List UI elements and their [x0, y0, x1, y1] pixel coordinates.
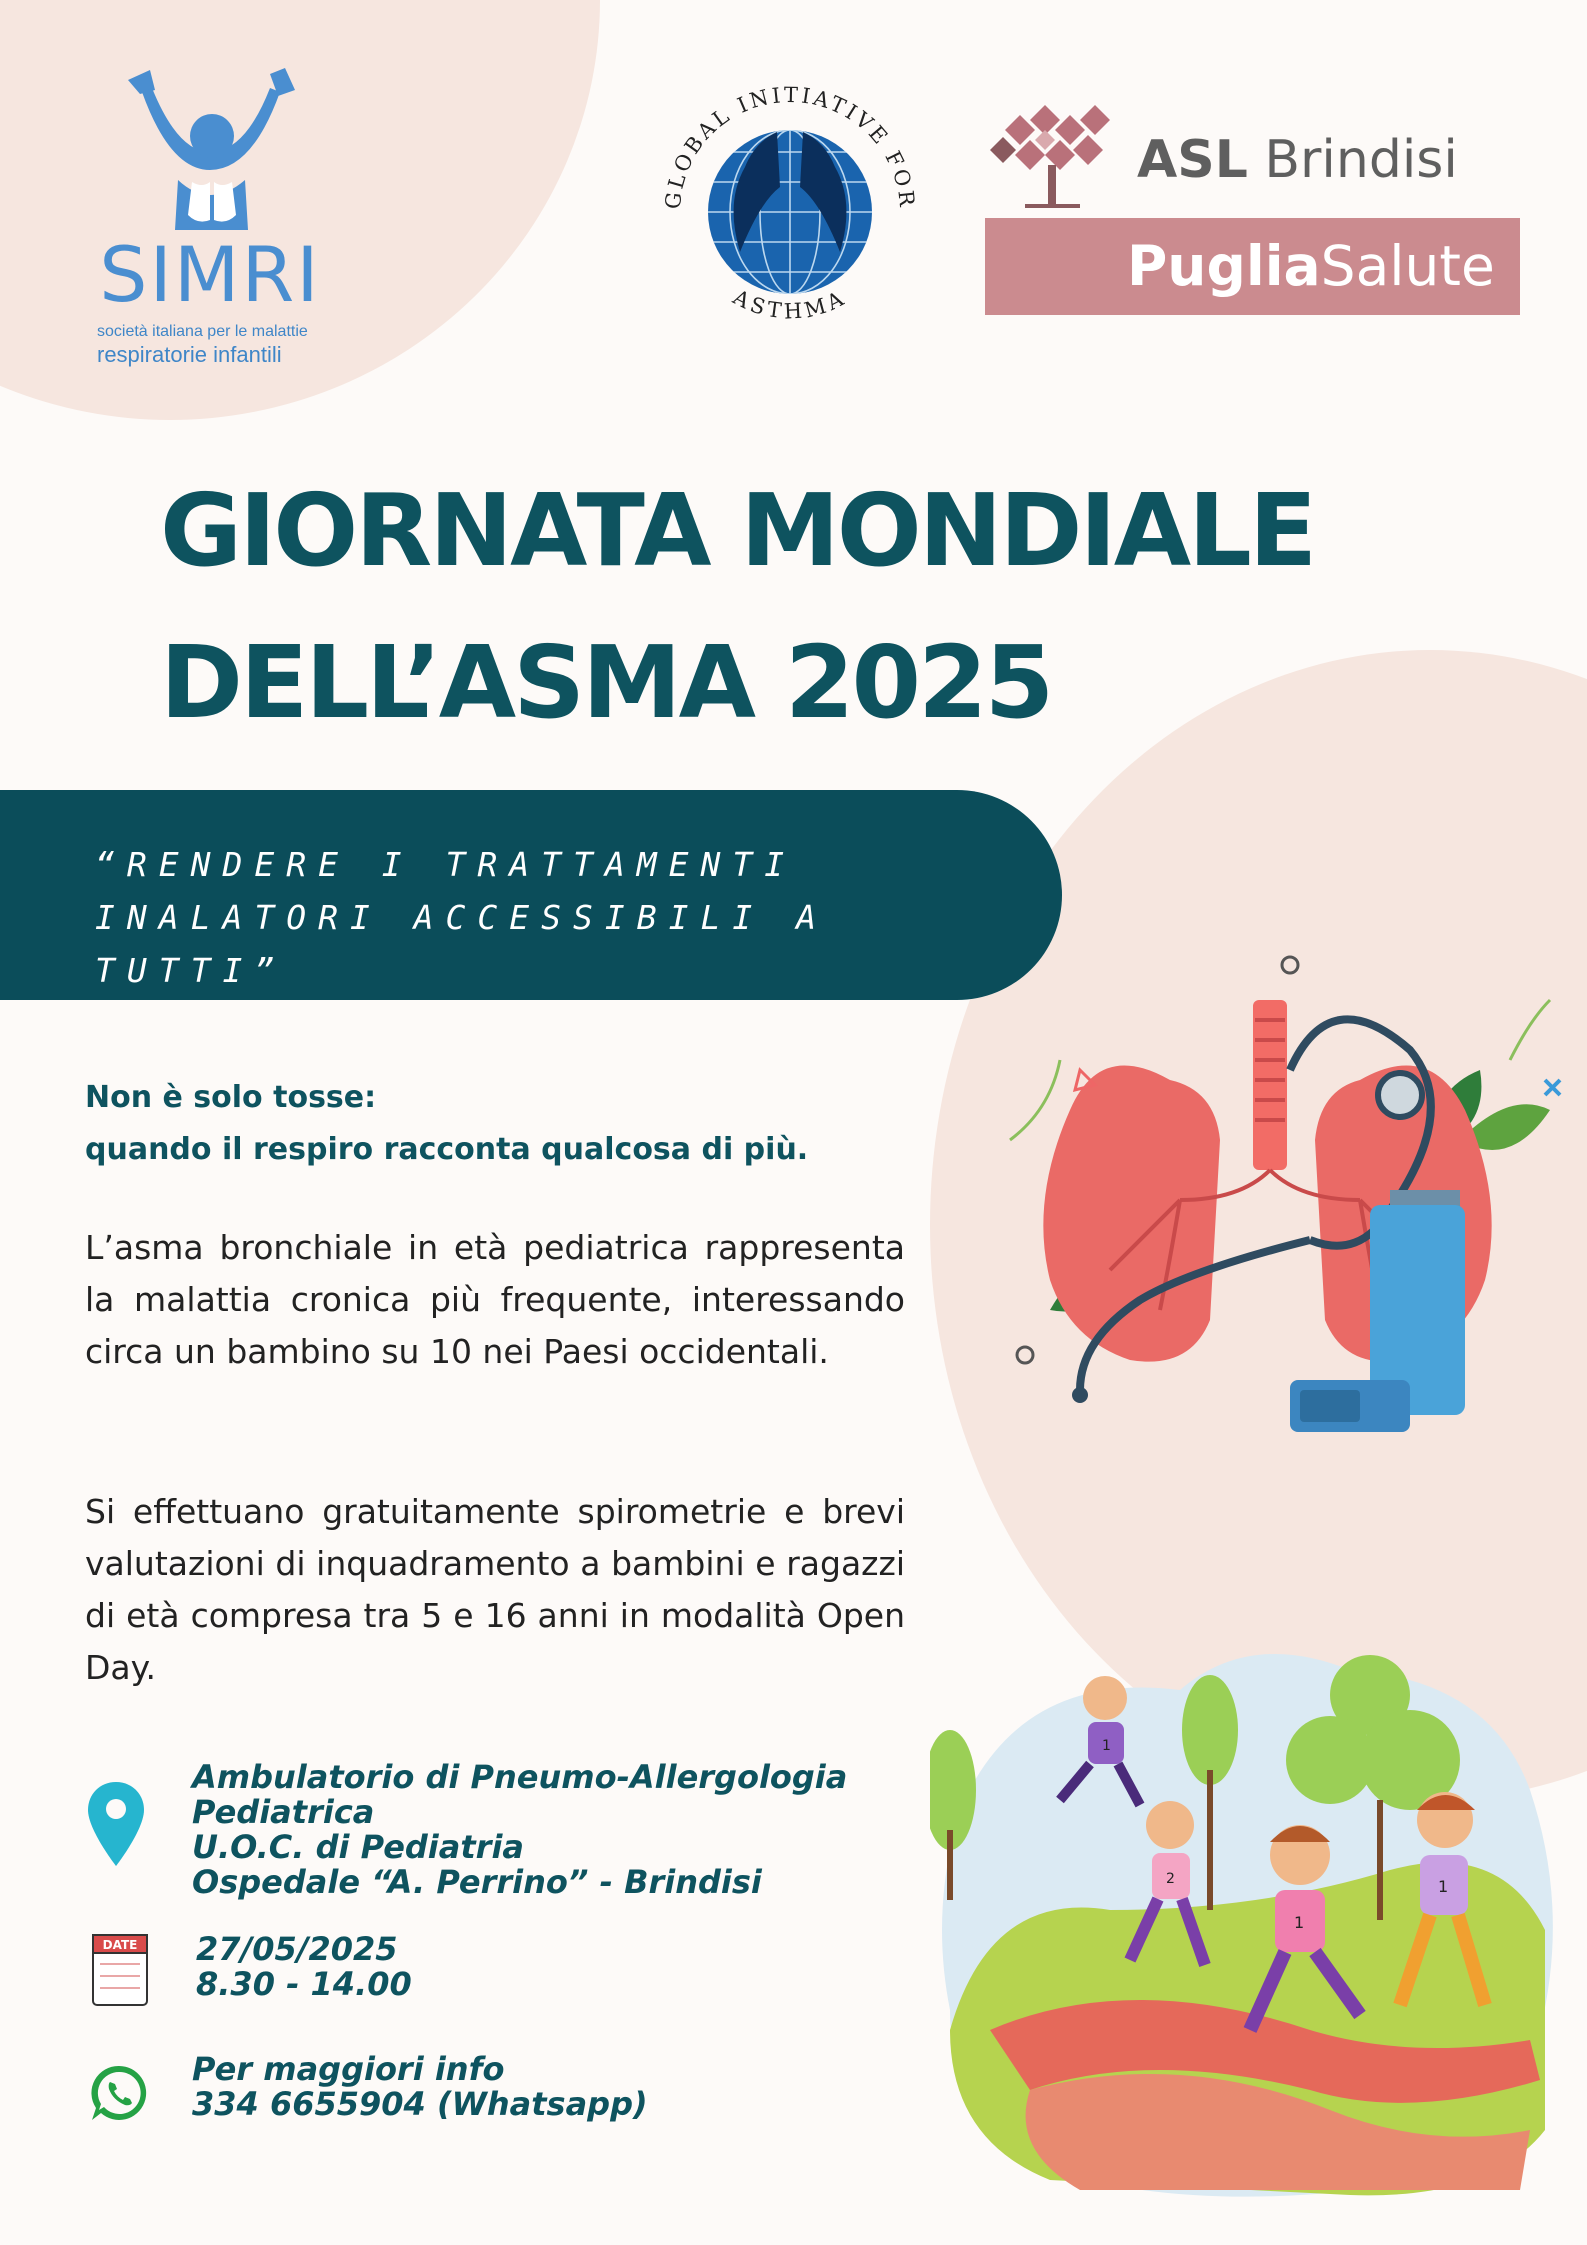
simri-tagline-2: respiratorie infantili: [97, 342, 282, 367]
running-kids-illustration: [930, 1610, 1560, 2200]
location-line-1: Ambulatorio di Pneumo-Allergologia: [192, 1758, 848, 1796]
title-line-2: DELL’ASMA 2025: [160, 624, 1052, 741]
title-line-1: GIORNATA MONDIALE: [160, 472, 1315, 589]
paragraph-open-day: Si effettuano gratuitamente spirometrie e brevi valutazioni di inquadramento a bambini e ragazzi di età compresa tra 5 e 16 anni in modalità Open Day.: [85, 1492, 905, 1687]
runner-4-bib: 1: [1438, 1877, 1449, 1896]
simri-logo: [80, 60, 340, 367]
puglia-salute-bar: [985, 218, 1520, 315]
asl-city: Brindisi: [1247, 130, 1458, 190]
location-line-3: U.O.C. di Pediatria: [192, 1828, 524, 1866]
location-line-2: Pediatrica: [192, 1793, 375, 1831]
page-title: [160, 455, 1460, 759]
quote-line-1: “RENDERE I TRATTAMENTI: [95, 845, 797, 884]
quote-line-2: INALATORI ACCESSIBILI A TUTTI”: [95, 898, 828, 990]
runner-3-bib: 1: [1294, 1913, 1305, 1932]
contact-label: Per maggiori info: [192, 2050, 505, 2088]
event-time: 8.30 - 14.00: [196, 1965, 412, 2003]
calendar-icon: [90, 1932, 150, 2008]
contact-phone[interactable]: 334 6655904 (Whatsapp): [192, 2085, 648, 2123]
asl-brindisi-logo: [985, 100, 1520, 315]
lungs-illustration: [990, 940, 1570, 1460]
runner-2-bib: 2: [1166, 1871, 1175, 1887]
subhead-line-2: quando il respiro racconta qualcosa di più.: [85, 1132, 809, 1167]
gina-arc-top: GLOBAL INITIATIVE FOR: [660, 82, 920, 211]
location-line-4: Ospedale “A. Perrino” - Brindisi: [192, 1863, 762, 1901]
tree-icon: [985, 100, 1115, 210]
subhead-line-1: Non è solo tosse:: [85, 1080, 377, 1115]
location-info: [192, 1760, 912, 1900]
asl-name: [1137, 130, 1458, 190]
whatsapp-icon: [88, 2062, 150, 2124]
puglia-text: Puglia: [1127, 234, 1321, 298]
paragraph-asthma-info: L’asma bronchiale in età pediatrica rappresenta la malattia cronica più frequente, interessando circa un bambino su 10 nei Paesi occidentali.: [85, 1228, 905, 1371]
runner-1-bib: 1: [1102, 1738, 1111, 1754]
calendar-label: DATE: [102, 1938, 138, 1952]
simri-figure-icon: [80, 60, 340, 230]
salute-text: Salute: [1320, 234, 1495, 298]
contact-info: [192, 2052, 912, 2122]
quote-banner: [0, 790, 1062, 1000]
subheading: [85, 1072, 905, 1176]
inhaler-icon: [1290, 1190, 1465, 1432]
gina-arc-bottom: ASTHMA: [729, 285, 851, 324]
location-pin-icon: [88, 1782, 144, 1866]
simri-tagline-1: società italiana per le malattie: [97, 323, 308, 340]
asl-prefix: ASL: [1137, 130, 1248, 190]
gina-logo: [655, 72, 925, 342]
simri-name: SIMRI: [99, 230, 321, 319]
event-date: 27/05/2025: [196, 1930, 398, 1968]
event-datetime: [196, 1932, 596, 2002]
